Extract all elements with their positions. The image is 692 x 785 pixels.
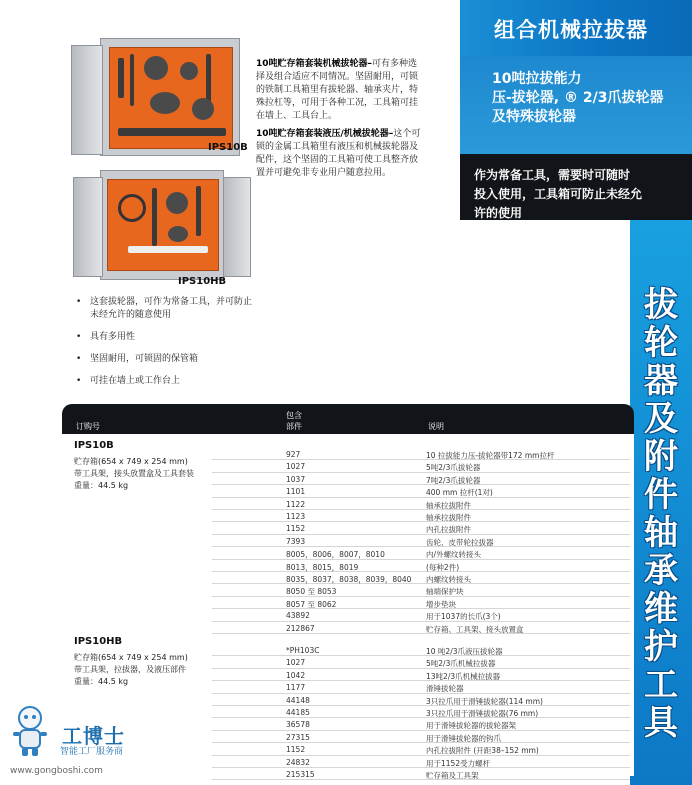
table-row bbox=[212, 706, 630, 718]
subtitle-line: 10吨拉拔能力 bbox=[492, 71, 582, 87]
vertical-label-char: 工 bbox=[644, 665, 678, 705]
description-cell: 13吨2/3爪机械拉拔器 bbox=[426, 671, 501, 681]
table-row bbox=[212, 535, 630, 547]
description-cell: 5吨2/3爪拔轮器 bbox=[426, 463, 481, 473]
description-cell: 齿轮、皮带轮拉拔器 bbox=[426, 537, 494, 547]
table-row bbox=[212, 448, 630, 460]
part-number-cell: 44148 bbox=[286, 695, 310, 705]
vertical-label-char: 附 bbox=[644, 437, 678, 477]
part-number-cell: 1152 bbox=[286, 745, 306, 755]
part-number-cell: 8035，8037，8038，8039，8040 bbox=[286, 575, 412, 584]
part-number-cell: 8013，8015，8019 bbox=[286, 562, 359, 572]
vertical-label-char: 承 bbox=[644, 551, 678, 591]
header-description: 说明 bbox=[428, 422, 444, 431]
description-cell: (每种2件) bbox=[426, 562, 460, 572]
page-title: 组合机械拉拔器 bbox=[460, 0, 692, 56]
cabinet-left-door bbox=[71, 45, 103, 155]
usage-note-line: 作为常备工具，需要时可随时 bbox=[474, 168, 631, 182]
vertical-label-char: 维 bbox=[644, 589, 678, 629]
table-row bbox=[212, 560, 630, 572]
logo-name: 工博士 bbox=[62, 724, 125, 748]
table-row bbox=[212, 460, 630, 472]
order-number: IPS10B bbox=[74, 440, 114, 451]
order-number: IPS10HB bbox=[74, 636, 123, 647]
description-cell: 10 吨2/3爪液压拔轮器 bbox=[426, 647, 503, 656]
vertical-label-char: 件 bbox=[644, 475, 678, 515]
table-row bbox=[212, 584, 630, 596]
description-cell: 贮存箱、工具架、接头放置盒 bbox=[426, 624, 524, 634]
part-number-cell: 1122 bbox=[286, 499, 306, 509]
table-row bbox=[212, 644, 630, 656]
description-cell: 增步垫块 bbox=[426, 599, 456, 609]
category-vertical-label bbox=[636, 286, 686, 742]
table-row bbox=[212, 669, 630, 681]
description-mechanical bbox=[256, 58, 426, 123]
table-row bbox=[212, 756, 630, 768]
part-number-cell: 24832 bbox=[286, 757, 310, 767]
description-cell: 轴承拉拔附件 bbox=[426, 513, 471, 522]
part-number-cell: 1042 bbox=[286, 670, 306, 680]
part-number-cell: 1027 bbox=[286, 658, 306, 668]
cabinet-left-door bbox=[73, 177, 103, 277]
part-number-cell: *PH103C bbox=[286, 646, 320, 655]
description-cell: 用于滑锤拔轮器的钩爪 bbox=[426, 733, 501, 743]
description-title: 10吨贮存箱套装液压/机械拔轮器– bbox=[256, 129, 394, 139]
table-row bbox=[212, 473, 630, 485]
table-row bbox=[212, 656, 630, 668]
product-spec bbox=[74, 652, 214, 688]
description-cell: 轴承拉拔附件 bbox=[426, 500, 471, 510]
spec-line: 重量：44.5 kg bbox=[74, 677, 129, 686]
description-cell: 用于1152受力螺杆 bbox=[426, 758, 491, 768]
feature-list bbox=[76, 296, 256, 397]
table-row bbox=[212, 609, 630, 621]
description-cell: 内孔拉拔附件 (开距38–152 mm) bbox=[426, 746, 539, 756]
part-number-cell: 1177 bbox=[286, 683, 306, 693]
usage-note-block bbox=[460, 154, 692, 220]
description-cell: 贮存箱及工具架 bbox=[426, 771, 479, 780]
vertical-label-char: 拔 bbox=[644, 285, 678, 325]
spec-line: 贮存箱(654 x 749 x 254 mm) bbox=[74, 457, 188, 466]
description-cell: 滑锤拔轮器 bbox=[426, 684, 464, 694]
table-row bbox=[212, 522, 630, 534]
description-title: 10吨贮存箱套装机械拔轮器– bbox=[256, 59, 373, 69]
brand-logo bbox=[8, 704, 188, 780]
part-number-cell: 7393 bbox=[286, 536, 306, 546]
product-spec bbox=[74, 456, 214, 492]
table-row bbox=[212, 718, 630, 730]
description-cell: 3只拉爪用于滑锤拔轮器(76 mm) bbox=[426, 709, 539, 718]
robot-mascot-icon bbox=[10, 704, 50, 760]
part-number-cell: 1037 bbox=[286, 474, 306, 484]
header-contains: 包含 bbox=[286, 411, 302, 420]
cabinet-right-door bbox=[223, 177, 251, 277]
description-cell: 10 拉拔能力压-拔轮器带172 mm拉杆 bbox=[426, 451, 555, 460]
part-number-cell: 44185 bbox=[286, 708, 310, 717]
part-number-cell: 1101 bbox=[286, 487, 306, 497]
category-sidebar bbox=[630, 220, 692, 785]
table-row bbox=[212, 547, 630, 559]
feature-item: • 可挂在墙上或工作台上 bbox=[76, 375, 256, 388]
part-number-cell: 927 bbox=[286, 450, 301, 459]
description-body: 这个可锁的金属工具箱里有液压和机械拔轮器及配件，这个坚固的工具箱可使工具整齐放置并可避免非专业用户随意拉用。 bbox=[256, 129, 421, 178]
table-row bbox=[212, 622, 630, 634]
vertical-label-char: 轮 bbox=[644, 323, 678, 363]
cabinet-label: IPS10HB bbox=[178, 276, 227, 287]
table-row bbox=[212, 498, 630, 510]
vertical-label-char: 护 bbox=[644, 627, 678, 667]
logo-url: www.gongboshi.com bbox=[10, 766, 103, 776]
part-number-cell: 8005，8006，8007，8010 bbox=[286, 550, 385, 560]
description-cell: 用于1037的长爪(3个) bbox=[426, 612, 501, 622]
table-row bbox=[212, 485, 630, 497]
spec-line: 带工具架，拉拔器，及液压部件 bbox=[74, 665, 186, 674]
table-row bbox=[212, 731, 630, 743]
subtitle-line: 及特殊拔轮器 bbox=[492, 109, 576, 125]
table-section bbox=[62, 440, 634, 640]
part-number-cell: 212867 bbox=[286, 623, 315, 633]
cabinet-ips10b-image bbox=[100, 38, 240, 156]
feature-item: • 坚固耐用，可锁固的保管箱 bbox=[76, 353, 256, 366]
cabinet-label: IPS10B bbox=[208, 142, 248, 153]
description-cell: 7吨2/3爪拔轮器 bbox=[426, 475, 481, 485]
vertical-label-char: 及 bbox=[644, 399, 678, 439]
part-number-cell: 1152 bbox=[286, 524, 306, 534]
table-row bbox=[212, 681, 630, 693]
cabinet-ips10hb-image bbox=[100, 170, 224, 280]
spec-line: 带工具架，接头放置盒及工具套装 bbox=[74, 469, 194, 478]
part-number-cell: 1123 bbox=[286, 512, 306, 521]
description-cell: 内螺纹转接头 bbox=[426, 575, 471, 584]
vertical-label-char: 轴 bbox=[644, 513, 678, 553]
description-cell: 400 mm 拉杆(1对) bbox=[426, 488, 493, 498]
feature-item: • 具有多用性 bbox=[76, 331, 256, 344]
part-number-cell: 1027 bbox=[286, 462, 306, 472]
part-number-cell: 215315 bbox=[286, 770, 315, 779]
description-cell: 3只拉爪用于滑锤拔轮器(114 mm) bbox=[426, 696, 543, 706]
usage-note-line: 投入使用，工具箱可防止未经允 bbox=[474, 187, 643, 201]
tool-panel bbox=[107, 179, 219, 271]
part-number-cell: 8057 至 8062 bbox=[286, 599, 337, 609]
part-number-cell: 36578 bbox=[286, 720, 310, 730]
usage-note-line: 许的使用 bbox=[474, 206, 523, 220]
subtitle-block bbox=[460, 56, 692, 154]
part-number-cell: 43892 bbox=[286, 611, 310, 621]
part-number-cell: 8050 至 8053 bbox=[286, 587, 337, 597]
subtitle-line: 压-拔轮器, ® 2/3爪拔轮器 bbox=[492, 90, 664, 106]
table-row bbox=[212, 743, 630, 755]
description-cell: 5吨2/3爪机械拉拔器 bbox=[426, 659, 496, 669]
table-row bbox=[212, 768, 630, 780]
logo-tagline: 智能工厂服务商 bbox=[60, 747, 124, 757]
feature-item: • 这套拔轮器，可作为常备工具，并可防止未经允许的随意使用 bbox=[76, 296, 256, 322]
table-row bbox=[212, 510, 630, 522]
description-cell: 用于滑锤拔轮器的拔轮器架 bbox=[426, 721, 516, 731]
description-cell: 轴端保护块 bbox=[426, 587, 464, 597]
part-number-cell: 27315 bbox=[286, 732, 310, 742]
table-row bbox=[212, 597, 630, 609]
header-order-number: 订购号 bbox=[76, 422, 100, 431]
tool-panel bbox=[109, 47, 233, 149]
header-parts: 部件 bbox=[286, 422, 302, 431]
vertical-label-char: 具 bbox=[644, 703, 678, 743]
table-row bbox=[212, 694, 630, 706]
table-row bbox=[212, 572, 630, 584]
vertical-label-char: 器 bbox=[644, 361, 678, 401]
table-header bbox=[62, 404, 634, 434]
description-cell: 内孔拉拔附件 bbox=[426, 525, 471, 535]
spec-line: 重量：44.5 kg bbox=[74, 481, 129, 490]
description-cell: 内/外螺纹转接头 bbox=[426, 550, 482, 560]
spec-line: 贮存箱(654 x 749 x 254 mm) bbox=[74, 653, 188, 662]
description-hydraulic bbox=[256, 128, 426, 180]
description-body: 可有多种选择及组合适应不同情况。坚固耐用，可锁的铁制工具箱里有拔轮器、轴承夹片，特殊拉杠等，可用于各种工况，工具箱可挂在墙上、工具台上。 bbox=[256, 59, 419, 121]
